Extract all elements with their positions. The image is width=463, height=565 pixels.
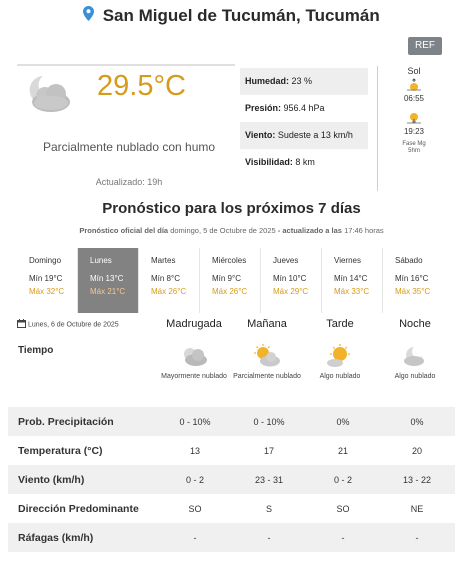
ref-button[interactable]: REF: [408, 37, 442, 55]
moon-phase-label: Fase Mg: [402, 141, 426, 147]
cloudy-night-icon: [179, 344, 209, 368]
updated-time: Actualizado: 19h: [95, 177, 163, 187]
partly-cloudy-day-icon: [252, 344, 282, 368]
moon-cloud-icon: [400, 344, 430, 368]
location-title: San Miguel de Tucumán, Tucumán: [102, 6, 380, 25]
table-row: Viento (km/h) 0 - 2 23 - 31 0 - 2 13 - 22: [8, 465, 455, 494]
forecast-title: Pronóstico para los próximos 7 días: [102, 200, 361, 217]
sunrise-icon: [394, 78, 434, 93]
day-tab-viernes[interactable]: Viernes Mín 14°C Máx 33°C: [322, 248, 383, 313]
location-header: [0, 6, 463, 32]
column-tarde: Tarde: [326, 318, 354, 330]
sunrise-time: 06:55: [403, 94, 425, 103]
day-tab-lunes[interactable]: Lunes Mín 13°C Máx 21°C: [78, 248, 139, 313]
weather-noche: Algo nublado: [378, 344, 452, 382]
detail-humidity: Humedad: 23 %: [240, 68, 368, 95]
day-tab-martes[interactable]: Martes Mín 8°C Máx 26°C: [139, 248, 200, 313]
column-madrugada: Madrugada: [166, 318, 222, 330]
day-tab-sabado[interactable]: Sábado Mín 16°C Máx 35°C: [395, 256, 431, 296]
detail-visibility: Visibilidad: 8 km: [245, 157, 315, 167]
table-row: Dirección Predominante SO S SO NE: [18, 502, 424, 515]
day-tabs: [17, 248, 445, 313]
current-condition: Parcialmente nublado con humo: [42, 140, 216, 154]
divider: [377, 66, 378, 191]
sun-cloud-icon: [325, 344, 355, 368]
detail-date: Lunes, 6 de Octubre de 2025: [17, 319, 119, 330]
sunset-icon: [394, 111, 434, 126]
weather-madrugada: Mayormente nublado: [157, 344, 231, 382]
day-tab-miercoles[interactable]: Miércoles Mín 9°C Máx 26°C: [200, 248, 261, 313]
detail-table: [8, 407, 455, 552]
detail-pressure: Presión: 956.4 hPa: [245, 103, 325, 113]
table-row: Temperatura (°C) 13 17 21 20: [18, 444, 422, 457]
sun-panel: [394, 66, 434, 155]
day-tab-jueves[interactable]: Jueves Mín 10°C Máx 29°C: [261, 248, 322, 313]
detail-wind: Viento: Sudeste a 13 km/h: [240, 122, 368, 149]
current-details: [240, 68, 368, 176]
current-temperature: 29.5°C: [97, 70, 186, 102]
forecast-subtitle: Pronóstico oficial del día domingo, 5 de Octubre de 2025 - actualizado a las 17:46 horas: [79, 226, 384, 235]
column-noche: Noche: [399, 318, 431, 330]
day-tab-domingo[interactable]: Domingo Mín 19°C Máx 32°C: [17, 248, 78, 313]
sun-label: Sol: [407, 66, 421, 76]
calendar-icon: [17, 319, 26, 330]
table-row: Prob. Precipitación 0 - 10% 0 - 10% 0% 0%: [8, 407, 455, 436]
table-row: Ráfagas (km/h) - - - -: [8, 523, 455, 552]
current-conditions: [17, 64, 235, 191]
location-pin-icon: [83, 6, 94, 26]
sunset-time: 19:23: [403, 127, 425, 136]
partly-cloudy-night-icon: [23, 72, 73, 121]
column-manana: Mañana: [247, 318, 287, 330]
weather-row-label: Tiempo: [18, 345, 54, 356]
moon-phase-value: 5hm: [408, 148, 420, 154]
weather-tarde: Algo nublado: [303, 344, 377, 382]
weather-manana: Parcialmente nublado: [230, 344, 304, 382]
